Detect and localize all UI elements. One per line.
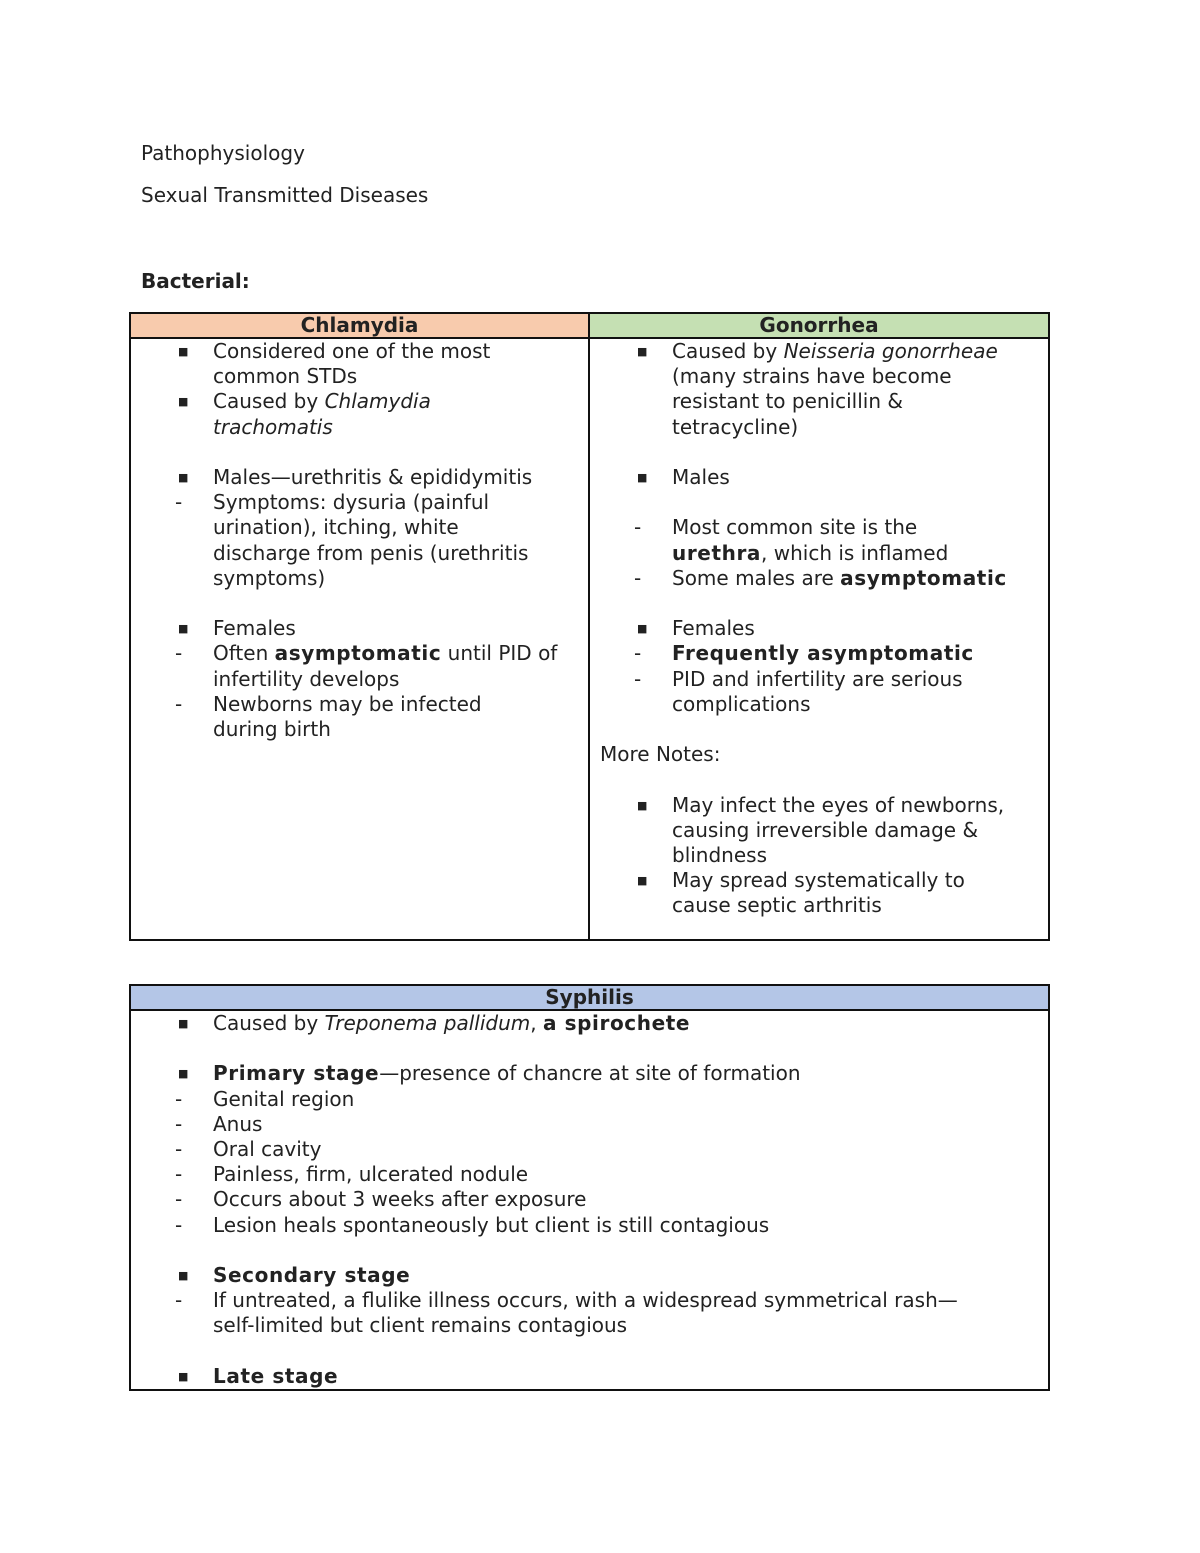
list-item-text: tetracycline): [672, 414, 799, 439]
list-item: [131, 616, 588, 641]
bullet-marker: ■: [178, 471, 189, 484]
list-item-text: Often: [213, 641, 275, 666]
list-item-text: Some males are: [672, 565, 841, 590]
dash-marker: -: [175, 1212, 183, 1237]
list-item-text: symptoms): [213, 565, 326, 590]
list-item-text: common STDs: [213, 364, 358, 389]
dash-marker: -: [175, 1111, 183, 1136]
list-item: [131, 339, 588, 389]
list-item-text: ,: [530, 1011, 543, 1035]
list-item-text: during birth: [213, 717, 331, 742]
list-item-text: (many strains have become: [672, 364, 952, 389]
gonorrhea-cell: [589, 338, 1049, 940]
list-item: [590, 793, 1048, 869]
species-name: trachomatis: [213, 414, 333, 439]
list-item-text: —presence of chancre at site of formation: [379, 1061, 801, 1086]
list-item: [131, 1011, 1048, 1036]
list-item-text: causing irreversible damage &: [672, 817, 979, 842]
list-item: [131, 692, 588, 742]
list-item-text: Caused by: [213, 389, 325, 414]
bullet-marker: ■: [637, 874, 648, 888]
bullet-marker: ■: [178, 622, 189, 636]
dash-marker: -: [634, 641, 642, 666]
list-item: [590, 641, 1048, 666]
bullet-marker: ■: [178, 395, 189, 409]
list-item-text: Females: [672, 616, 755, 641]
dash-marker: -: [175, 1187, 183, 1212]
list-item-text: Genital region: [213, 1086, 355, 1111]
list-item: [131, 1112, 1048, 1137]
document-title: Pathophysiology: [141, 141, 305, 165]
dash-marker: -: [175, 691, 183, 716]
list-item-text: Oral cavity: [213, 1137, 322, 1161]
species-name: Treponema pallidum: [324, 1011, 531, 1035]
list-item-text: infertility develops: [213, 666, 400, 691]
list-item: [131, 1187, 1048, 1212]
list-item: [590, 515, 1048, 565]
list-item-text: May infect the eyes of newborns,: [672, 792, 1005, 817]
list-item-text: Considered one of the most: [213, 339, 491, 363]
bullet-marker: ■: [637, 798, 648, 812]
dash-marker: -: [634, 515, 642, 540]
emphasis-text: urethra: [672, 540, 762, 565]
bullet-marker: ■: [178, 1067, 189, 1081]
chlamydia-header: Chlamydia: [130, 313, 589, 338]
list-item-text: Painless, firm, ulcerated nodule: [213, 1162, 529, 1187]
list-item-text: self-limited but client remains contagious: [213, 1313, 628, 1338]
bullet-marker: ■: [637, 345, 648, 358]
list-item-text: complications: [672, 691, 811, 716]
list-item: [590, 616, 1048, 641]
syphilis-header: Syphilis: [130, 985, 1049, 1010]
list-item-text: Occurs about 3 weeks after exposure: [213, 1187, 587, 1212]
syphilis-table: [129, 984, 1050, 1391]
dash-marker: -: [175, 1086, 183, 1111]
dash-marker: -: [634, 666, 642, 691]
list-item: [131, 1087, 1048, 1112]
list-item-text: discharge from penis (urethritis: [213, 540, 529, 565]
list-item: [590, 465, 1048, 490]
list-item: [131, 1137, 1048, 1162]
emphasis-text: asymptomatic: [274, 641, 442, 666]
list-item-text: Males: [672, 465, 730, 489]
dash-marker: -: [175, 641, 183, 666]
emphasis-text: Frequently asymptomatic: [672, 641, 974, 666]
dash-marker: -: [175, 1288, 183, 1313]
species-name: Neisseria gonorrheae: [783, 339, 998, 363]
list-item-text: If untreated, a flulike illness occurs, with a widespread symmetrical rash—: [213, 1288, 958, 1313]
list-item-text: May spread systematically to: [672, 868, 965, 893]
bullet-marker: ■: [178, 345, 189, 358]
species-name: Chlamydia: [324, 389, 431, 414]
dash-marker: -: [175, 1162, 183, 1187]
emphasis-text: Secondary stage: [213, 1263, 411, 1287]
gonorrhea-header: Gonorrhea: [589, 313, 1049, 338]
bullet-marker: ■: [178, 1017, 189, 1030]
list-item-text: Caused by: [213, 1011, 325, 1035]
list-item: [131, 641, 588, 691]
list-item: [590, 667, 1048, 717]
chlamydia-cell: [130, 338, 589, 940]
list-item: [131, 389, 588, 439]
list-item-text: urination), itching, white: [213, 515, 459, 540]
more-notes-label: More Notes:: [600, 742, 721, 767]
list-item-text: Symptoms: dysuria (painful: [213, 490, 490, 515]
emphasis-text: Late stage: [213, 1363, 339, 1388]
list-item-text: , which is inflamed: [761, 540, 949, 565]
list-item: [131, 1061, 1048, 1086]
bullet-marker: ■: [178, 1269, 189, 1282]
list-item-text: Newborns may be infected: [213, 691, 482, 716]
list-item: [131, 1288, 1048, 1338]
emphasis-text: asymptomatic: [840, 565, 1007, 590]
list-item-text: until PID of: [441, 641, 558, 666]
list-item-text: Most common site is the: [672, 515, 918, 540]
emphasis-text: a spirochete: [542, 1011, 691, 1035]
list-item: [590, 339, 1048, 440]
list-item: [131, 465, 588, 490]
list-item-text: cause septic arthritis: [672, 893, 882, 918]
list-item-text: blindness: [672, 842, 767, 867]
emphasis-text: Primary stage: [213, 1061, 380, 1086]
dash-marker: -: [175, 1137, 183, 1161]
list-item: [131, 1162, 1048, 1187]
dash-marker: -: [175, 490, 183, 515]
list-item-text: Males—urethritis & epididymitis: [213, 465, 533, 489]
bullet-marker: ■: [178, 1369, 189, 1383]
bacterial-table: [129, 312, 1050, 941]
document-subtitle: Sexual Transmitted Diseases: [141, 183, 429, 207]
list-item-text: Anus: [213, 1111, 263, 1136]
list-item-text: Females: [213, 616, 296, 641]
list-item-text: Caused by: [672, 339, 784, 363]
list-item: [131, 1364, 1048, 1389]
list-item-text: PID and infertility are serious: [672, 666, 963, 691]
list-item: [590, 868, 1048, 918]
list-item-text: resistant to penicillin &: [672, 389, 903, 414]
bullet-marker: ■: [637, 471, 648, 484]
bullet-marker: ■: [637, 622, 648, 636]
list-item: [131, 1263, 1048, 1288]
list-item: [131, 1213, 1048, 1238]
dash-marker: -: [634, 565, 642, 590]
section-heading-bacterial: Bacterial:: [141, 269, 250, 293]
syphilis-cell: [130, 1010, 1049, 1390]
list-item: [590, 566, 1048, 591]
list-item-text: Lesion heals spontaneously but client is still contagious: [213, 1212, 770, 1237]
list-item: [131, 490, 588, 591]
